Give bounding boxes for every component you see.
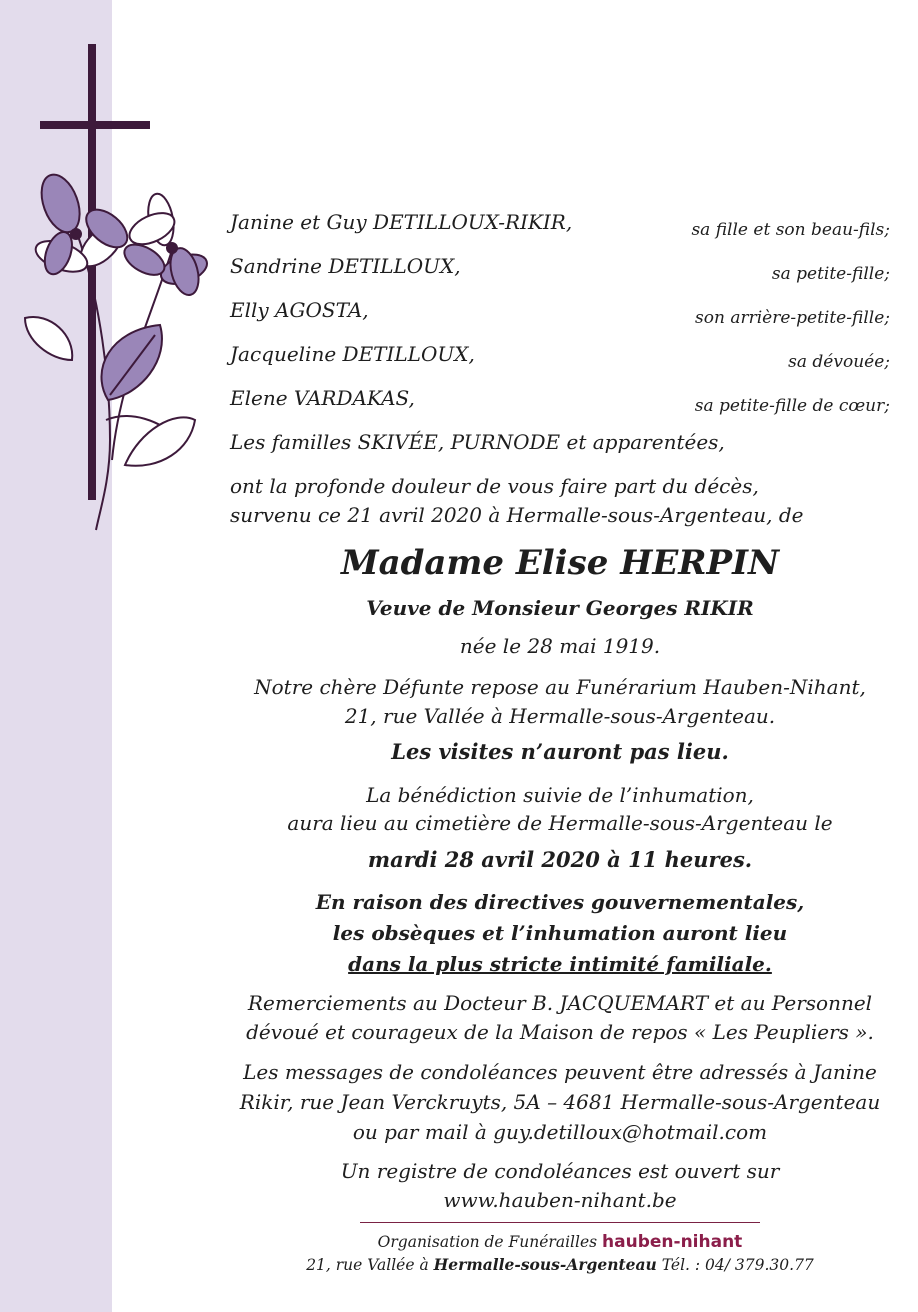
- footer-address-prefix: 21, rue Vallée à: [306, 1256, 429, 1274]
- family-relation-5: sa petite-fille de cœur;: [694, 396, 890, 416]
- footer-address-town: Hermalle-sous-Argenteau: [433, 1255, 657, 1274]
- family-relation-4: sa dévouée;: [788, 352, 890, 372]
- visits-notice: Les visites n’auront pas lieu.: [391, 739, 729, 764]
- thanks-line-1: Remerciements au Docteur B. JACQUEMART et au Personnel: [247, 991, 873, 1015]
- messages-line-3: ou par mail à guy.detilloux@hotmail.com: [352, 1120, 768, 1144]
- register-line-1: Un registre de condoléances est ouvert sur: [340, 1159, 780, 1183]
- deceased-name: Madame Elise HERPIN: [340, 543, 780, 583]
- thanks-line-2: dévoué et courageux de la Maison de repos « Les Peupliers ».: [246, 1020, 874, 1044]
- families-line: Les familles SKIVÉE, PURNODE et apparentées,: [230, 430, 725, 454]
- ceremony-date: mardi 28 avril 2020 à 11 heures.: [367, 847, 753, 872]
- family-name-2: Sandrine DETILLOUX,: [230, 254, 461, 278]
- family-relation-3: son arrière-petite-fille;: [695, 308, 890, 328]
- announcement-line-1: ont la profonde douleur de vous faire part du décès,: [230, 474, 759, 498]
- register-url[interactable]: www.hauben-nihant.be: [443, 1188, 677, 1212]
- rest-line-2: 21, rue Vallée à Hermalle-sous-Argenteau.: [344, 704, 776, 728]
- family-name-5: Elene VARDAKAS,: [230, 386, 415, 410]
- family-name-4: Jacqueline DETILLOUX,: [230, 342, 475, 366]
- brand-logo: hauben-nihant: [602, 1232, 743, 1252]
- family-name-3: Elly AGOSTA,: [230, 298, 369, 322]
- ceremony-line-1: La bénédiction suivie de l’inhumation,: [366, 783, 754, 807]
- ceremony-line-2: aura lieu au cimetière de Hermalle-sous-Argenteau le: [287, 811, 833, 835]
- birth-date: née le 28 mai 1919.: [459, 634, 661, 658]
- footer-organisation: [210, 1232, 910, 1252]
- cross-flower-decoration: [0, 0, 240, 560]
- family-name-1: Janine et Guy DETILLOUX-RIKIR,: [230, 210, 573, 234]
- family-relation-1: sa fille et son beau-fils;: [691, 220, 890, 240]
- directive-line-2: les obsèques et l’inhumation auront lieu: [332, 921, 788, 945]
- directive-line-3: dans la plus stricte intimité familiale.: [348, 952, 772, 976]
- footer-rule: [360, 1222, 760, 1223]
- violet-flower-icon: [25, 169, 211, 530]
- footer-phone: Tél. : 04/ 379.30.77: [661, 1256, 814, 1274]
- messages-line-1: Les messages de condoléances peuvent être adressés à Janine: [243, 1060, 877, 1084]
- footer-org-label: Organisation de Funérailles: [377, 1233, 598, 1251]
- family-relation-2: sa petite-fille;: [771, 264, 890, 284]
- widow-of: Veuve de Monsieur Georges RIKIR: [366, 596, 754, 620]
- directive-line-1: En raison des directives gouvernementales,: [315, 890, 805, 914]
- rest-line-1: Notre chère Défunte repose au Funérarium Hauben-Nihant,: [254, 675, 866, 699]
- messages-line-2: Rikir, rue Jean Verckruyts, 5A – 4681 Hermalle-sous-Argenteau: [239, 1090, 881, 1114]
- announcement-line-2: survenu ce 21 avril 2020 à Hermalle-sous-Argenteau, de: [230, 503, 804, 527]
- footer-address: [210, 1255, 910, 1274]
